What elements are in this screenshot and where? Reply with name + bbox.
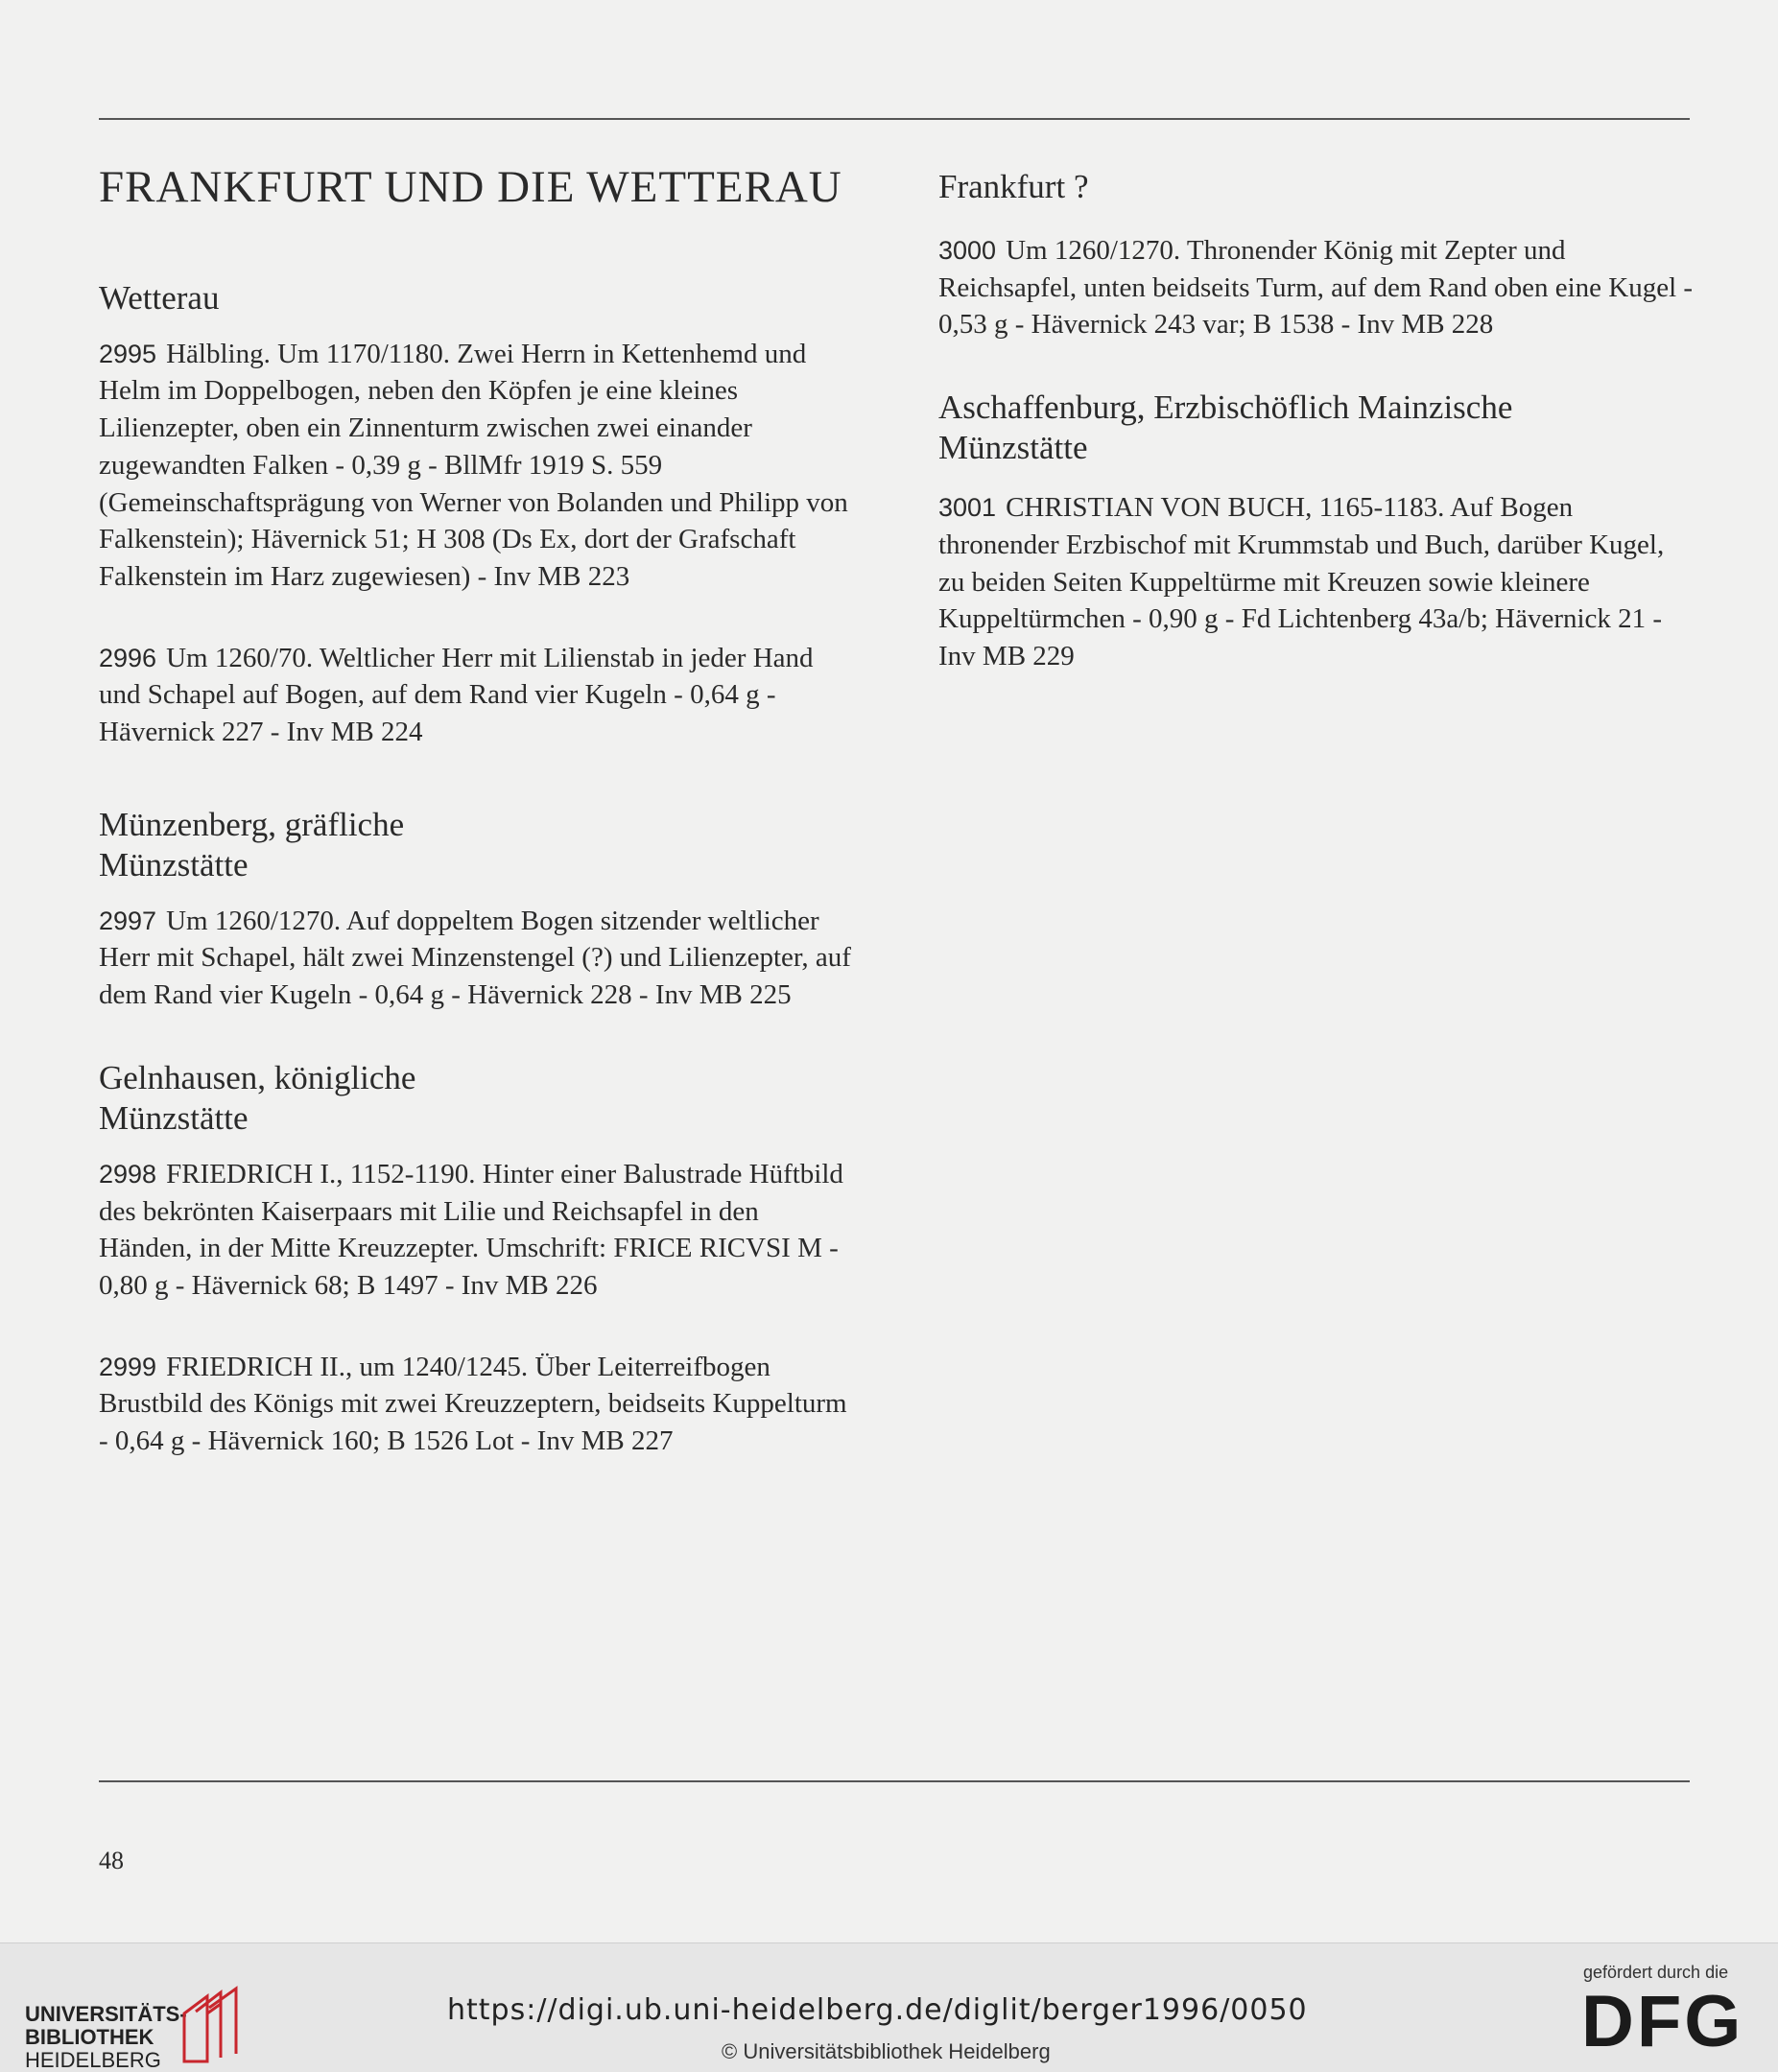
entry-text: Um 1260/1270. Auf doppeltem Bogen sitzender weltlicher Herr mit Schapel, hält zwei Minzenstengel (?) und Lilienzepter, auf dem Rand vier Kugeln - 0,64 g - Hävernick 228 - Inv MB 225	[99, 905, 851, 1011]
catalog-entry-2997	[99, 903, 857, 1014]
page-number: 48	[99, 1847, 124, 1874]
library-logo-icon	[178, 1985, 248, 2067]
entry-text: Hälbling. Um 1170/1180. Zwei Herrn in Kettenhemd und Helm im Doppelbogen, neben den Köpfen je eine kleines Lilienzepter, oben ein Zinnenturm zwischen zwei einander zugewandten Falken - 0,39 g - BllMfr 1919 S. 559 (Gemeinschaftsprägung von Werner von Bolanden und Philipp von Falkenstein); Hävernick 51; H 308 (Ds Ex, dort der Grafschaft Falkenstein im Harz zugewiesen) - Inv MB 223	[99, 338, 848, 592]
library-line-1: UNIVERSITÄTS-	[25, 2002, 187, 2026]
section-heading-muenzenberg: Münzenberg, gräfliche Münzstätte	[99, 805, 405, 883]
library-name	[25, 2003, 187, 2072]
permalink-url[interactable]: https://digi.ub.uni-heidelberg.de/diglit/berger1996/0050	[447, 1993, 1308, 2027]
catalog-entry-3000	[938, 232, 1696, 343]
entry-text: FRIEDRICH I., 1152-1190. Hinter einer Balustrade Hüftbild des bekrönten Kaiserpaars mit Lilie und Reichsapfel in den Händen, in der Mitte Kreuzzepter. Umschrift: FRICE RICVSI M - 0,80 g - Hävernick 68; B 1497 - Inv MB 226	[99, 1158, 843, 1301]
catalog-entry-2999	[99, 1349, 857, 1460]
entry-number: 3000	[938, 236, 997, 265]
catalog-entry-3001	[938, 489, 1696, 675]
entry-number: 2997	[99, 906, 157, 935]
catalog-entry-2998	[99, 1156, 857, 1305]
right-column	[938, 153, 1696, 719]
top-rule	[99, 118, 1690, 120]
library-line-2: BIBLIOTHEK	[25, 2025, 154, 2049]
bottom-rule	[99, 1780, 1690, 1782]
copyright-notice: © Universitätsbibliothek Heidelberg	[722, 2039, 1051, 2063]
section-heading-frankfurt: Frankfurt ?	[938, 168, 1089, 205]
catalog-entry-2996	[99, 640, 857, 751]
dfg-logo: DFG	[1581, 1981, 1744, 2062]
library-line-3: HEIDELBERG	[25, 2048, 161, 2072]
left-column	[99, 153, 857, 1504]
entry-number: 2996	[99, 643, 157, 672]
entry-number: 2998	[99, 1159, 157, 1189]
section-heading-aschaffenburg: Aschaffenburg, Erzbischöflich Mainzische Münzstätte	[938, 388, 1513, 467]
entry-text: Um 1260/70. Weltlicher Herr mit Lilienstab in jeder Hand und Schapel auf Bogen, auf dem Rand vier Kugeln - 0,64 g - Hävernick 227 - Inv MB 224	[99, 642, 814, 748]
catalog-entry-2995	[99, 336, 857, 596]
funded-by-label: gefördert durch die	[1583, 1963, 1729, 1982]
entry-number: 2999	[99, 1352, 157, 1381]
section-heading-gelnhausen: Gelnhausen, königliche Münzstätte	[99, 1058, 416, 1137]
entry-text: Um 1260/1270. Thronender König mit Zepter und Reichsapfel, unten beidseits Turm, auf dem Rand oben eine Kugel - 0,53 g - Hävernick 243 var; B 1538 - Inv MB 228	[938, 235, 1694, 341]
entry-number: 2995	[99, 339, 157, 368]
entry-text: FRIEDRICH II., um 1240/1245. Über Leiterreifbogen Brustbild des Königs mit zwei Kreuzzeptern, beidseits Kuppelturm - 0,64 g - Hävernick 160; B 1526 Lot - Inv MB 227	[99, 1351, 847, 1457]
entry-text: CHRISTIAN VON BUCH, 1165-1183. Auf Bogen thronender Erzbischof mit Krummstab und Buch, darüber Kugel, zu beiden Seiten Kuppeltürme mit Kreuzen sowie kleinere Kuppeltürmchen - 0,90 g - Fd Lichtenberg 43a/b; Hävernick 21 - Inv MB 229	[938, 492, 1665, 671]
section-heading-wetterau: Wetterau	[99, 278, 220, 317]
viewer-footer	[0, 1942, 1778, 2072]
entry-number: 3001	[938, 493, 997, 523]
page-title: FRANKFURT UND DIE WETTERAU	[99, 162, 842, 212]
